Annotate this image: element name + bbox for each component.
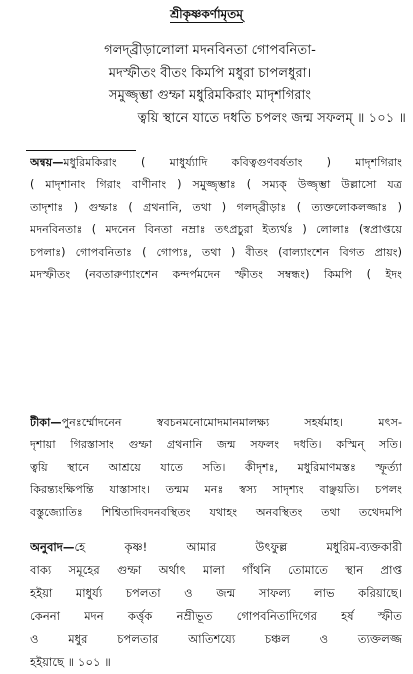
section-divider [26, 150, 136, 151]
anvaya-line: ( মাদৃশানাং গিরাং বাণীনাং ) সমুজ্জৃম্ভাঃ ( সম্যক্‌ উজ্জৃম্ভা উল্লাসো যত্র [30, 178, 402, 192]
anvaya-line: মদনবিনতাঃ ( মদনেন বিনতা নম্রাঃ তৎপ্রচুরা ইত্যর্থঃ ) লোলাঃ (স্বপ্রাপ্তয়ে [30, 223, 402, 237]
paragraph-line [30, 536, 402, 559]
anuvada-line: হে কৃষ্ণ! আমার উৎফুল্ল মধুরিম-ব্যক্তকারী [74, 540, 402, 554]
tika-paragraph [30, 412, 402, 524]
verse-line: সমুজ্জৃম্ভা গুম্ফা মধুরিমকিরাং মাদৃশগিরাং [108, 88, 312, 103]
tika-line: দৃশায়া গিরস্তাসাং গুম্ফা গ্রথনানি জন্ম সফলং দধতি। কস্মিন্‌ সতি। [30, 438, 402, 452]
anvaya-line: মদস্ফীতং (নবতারুণ্যাংশেন কন্দর্পমদেন স্ফীতং সম্বন্ধং) কিমপি ( ইদং [30, 268, 402, 282]
tika-line: ত্বয়ি স্থানে আশ্রয়ে যাতে সতি। কীদৃশঃ, মধুরিমাণমস্তঃ স্ফূর্ত্যা [30, 460, 402, 474]
anvaya-line: তাদৃশাঃ ) গুম্ফাঃ ( গ্রথনানি, তথা ) গলদ্‌ব্রীড়াঃ ( ত্যক্তলোকলজ্জাঃ ) [30, 200, 402, 214]
page-header [0, 6, 413, 26]
header-title: শ্রীকৃষ্ণকর্ণামৃতম্‌ [170, 7, 243, 21]
anvaya-line: মধুরিমকিরাং ( মাধুর্য্যাদি কবিত্বগুণবর্ষতাং ) মাদৃশগিরাং [63, 156, 402, 169]
anuvada-paragraph [30, 536, 402, 674]
tika-line: বস্তুজ্যোতিঃ শিশ্বিতাদিবদনবস্থিতং যথাহং অনবস্থিতং তথা তথেদমপি [30, 505, 402, 519]
tika-line: পুনঃর্ম্মোদনেন স্ববচনমনোমোদমানমালক্ষ্য সহর্ষমাহ। মৎস- [61, 416, 402, 429]
paragraph-line [30, 412, 402, 434]
anuvada-line: হইয়া মাধুর্য্য চপলতা ও জন্ম সাফল্য লাভ করিয়াছে। [30, 586, 402, 600]
verse-line: গলদ্‌ব্রীড়ালোলা মদনবিনতা গোপবনিতা- [104, 43, 316, 58]
paragraph-line [30, 152, 402, 174]
anvaya-paragraph [30, 152, 402, 286]
anvaya-line: চপলাঃ) গোপবনিতাঃ ( গোপ্যঃ, তথা ) বীতং (বাল্যাংশেন বিগত প্রায়ং) [30, 245, 402, 259]
verse-line: ত্বয়ি স্থানে যাতে দধতি চপলং জন্ম সফলম্‌ ॥ ১০১ ॥ [137, 110, 406, 126]
anvaya-lead: অন্বয়— [30, 156, 64, 169]
verse-line: মদস্ফীতং বীতং কিমপি মধুরা চাপলধুরা। [108, 65, 312, 81]
anuvada-line: হইয়াছে ॥ ১০১ ॥ [30, 655, 111, 669]
anuvada-line: বাক্য সমূহের গুম্ফা অর্থাৎ মালা গাঁথনি তোমাতে স্থান প্রাপ্ত [30, 563, 402, 577]
anuvada-line: কেননা মদন কর্ত্তৃক নম্রীভূত গোপবনিতাদিগের হর্ষ স্ফীত [30, 609, 402, 623]
anuvada-line: ও মধুর চপলতার আতিশয্যে চঞ্চল ও ত্যক্তলজ্জ [30, 632, 402, 646]
tika-line: কিরন্ত্যংক্ষিপন্তি যাস্তাসাং। তন্মম মনঃ স্বস্য সাদৃশ্যং বাঞ্ছয়তি। চপলং [30, 483, 402, 497]
anuvada-lead: অনুবাদ— [30, 540, 75, 554]
verse-block [10, 40, 410, 130]
tika-lead: টীকা— [30, 416, 62, 429]
